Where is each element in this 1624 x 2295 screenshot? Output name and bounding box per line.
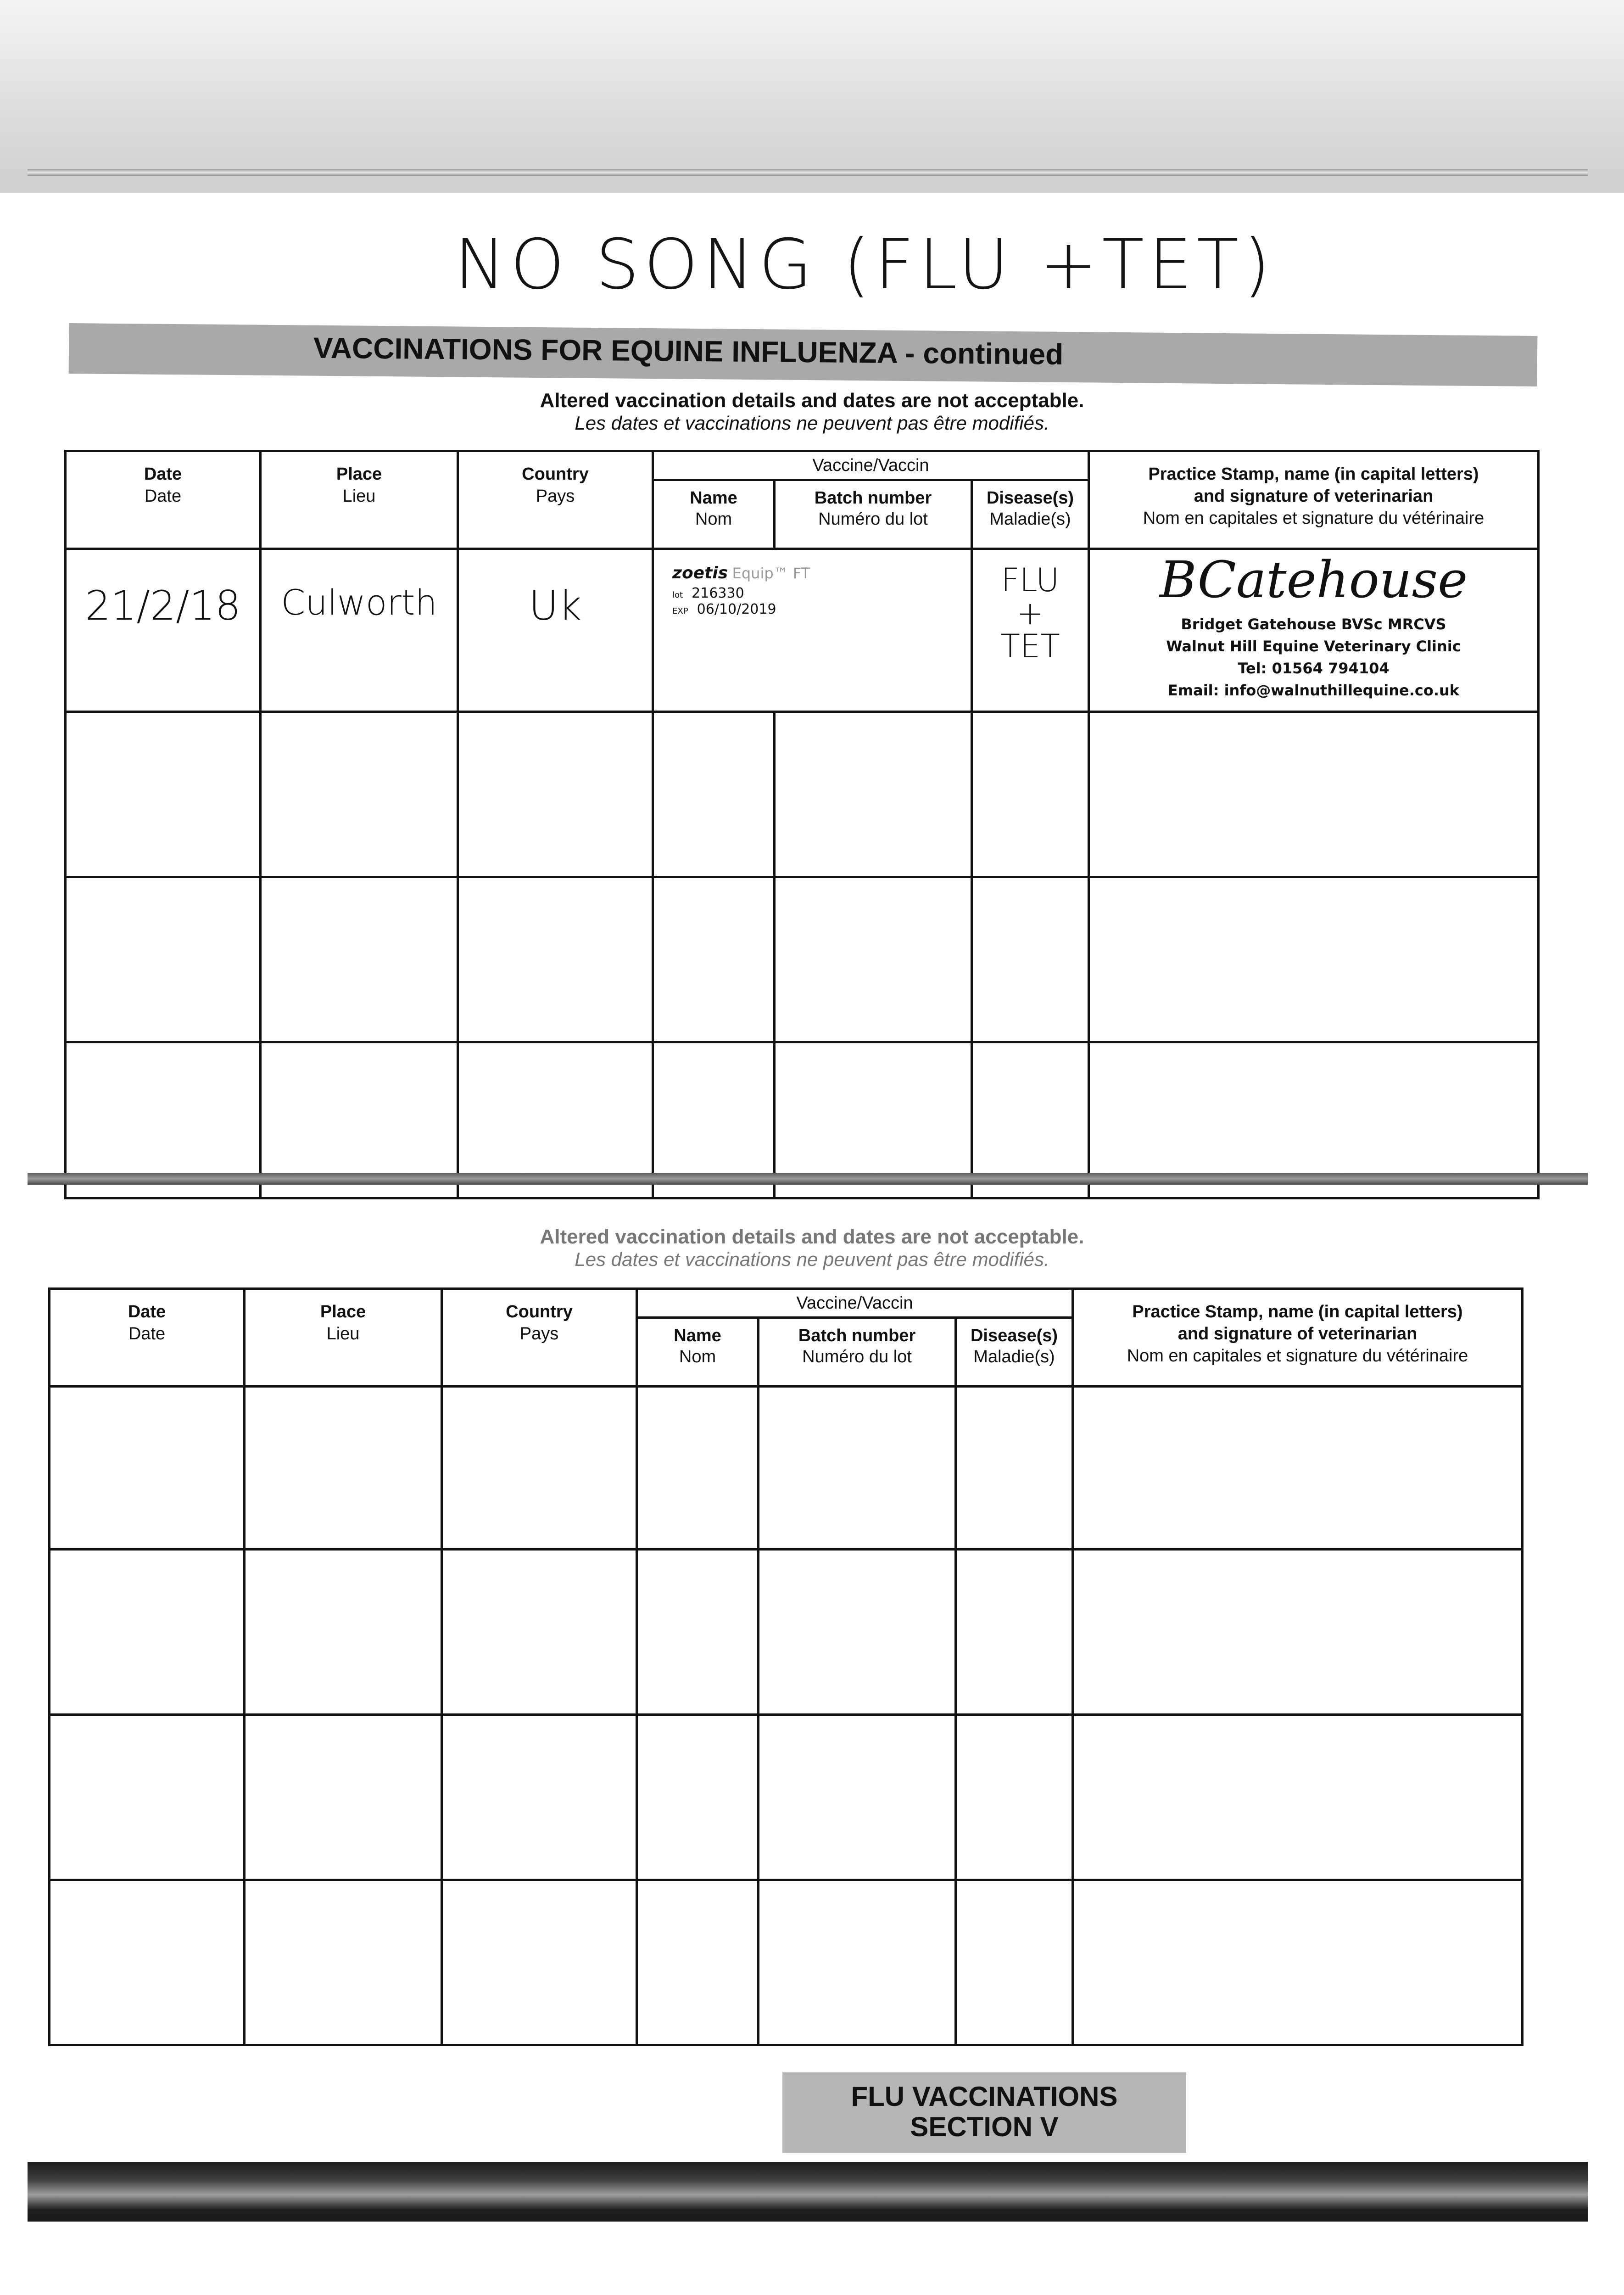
notice-en-2: Altered vaccination details and dates are not acceptable. [540,1226,1084,1248]
header-date: Date Date [50,1289,245,1387]
header-country: Country Pays [458,451,653,549]
notice-fr: Les dates et vaccinations ne peuvent pas être modifiés. [575,412,1049,434]
header-name: Name Nom [637,1318,759,1387]
entry-place: Culworth [261,549,458,712]
exp-date: 06/10/2019 [697,601,776,617]
clinic-name: Walnut Hill Equine Veterinary Clinic [1166,638,1461,655]
handwritten-note: NO SONG (FLU +TET) [454,225,1275,305]
scanner-mid-rule [28,1173,1588,1185]
header-vaccine-group: Vaccine/Vaccin [637,1289,1073,1318]
table-row [50,1715,1523,1880]
vaccination-table-2 [48,1287,1524,2046]
notice-en: Altered vaccination details and dates are not acceptable. [540,389,1084,412]
title-banner [69,323,1538,386]
clinic-tel: Tel: 01564 794104 [1238,660,1390,677]
table-row [50,1387,1523,1550]
vaccine-sticker: zoetis Equip™ FT lot 216330 EXP 06/10/2019 [653,549,972,712]
section-line-1: FLU VACCINATIONS [851,2081,1118,2112]
vaccine-product: Equip™ FT [732,565,810,582]
header-disease: Disease(s) Maladie(s) [956,1318,1073,1387]
section-line-2: SECTION V [910,2111,1059,2142]
header-batch: Batch number Numéro du lot [775,480,972,549]
header-stamp: Practice Stamp, name (in capital letters) and signature of veterinarian Nom en capitales et signature du vétérinaire [1073,1289,1523,1387]
vaccination-table-1 [64,450,1540,1199]
lot-number: 216330 [692,585,744,601]
table-row [66,712,1539,877]
vaccine-brand: zoetis [672,564,728,582]
header-vaccine-group: Vaccine/Vaccin [653,451,1089,480]
table-row [50,1550,1523,1715]
notice-top [0,389,1624,434]
table-row [66,877,1539,1042]
header-place: Place Lieu [261,451,458,549]
header-country: Country Pays [442,1289,637,1387]
vet-stamp [1089,549,1539,712]
notice-bottom [0,1226,1624,1271]
scanner-top-rule [28,169,1588,176]
table-row [50,1880,1523,2045]
table-row [66,549,1539,712]
header-place: Place Lieu [245,1289,442,1387]
header-batch: Batch number Numéro du lot [759,1318,956,1387]
header-disease: Disease(s) Maladie(s) [972,480,1089,549]
entry-disease: FLU + TET [972,549,1089,712]
vet-name: Bridget Gatehouse BVSc MRCVS [1181,616,1446,633]
vet-signature: BCatehouse [1159,550,1468,609]
notice-fr-2: Les dates et vaccinations ne peuvent pas être modifiés. [575,1248,1049,1270]
entry-date: 21/2/18 [66,549,261,712]
clinic-email: Email: info@walnuthillequine.co.uk [1167,682,1460,699]
banner-title: VACCINATIONS FOR EQUINE INFLUENZA - continued [313,331,1064,371]
scanner-top-shadow [0,0,1624,193]
header-name: Name Nom [653,480,775,549]
header-stamp: Practice Stamp, name (in capital letters) and signature of veterinarian Nom en capitales et signature du vétérinaire [1089,451,1539,549]
entry-country: Uk [458,549,653,712]
section-label [782,2072,1186,2153]
scanner-bottom-bar [28,2162,1588,2222]
header-date: Date Date [66,451,261,549]
